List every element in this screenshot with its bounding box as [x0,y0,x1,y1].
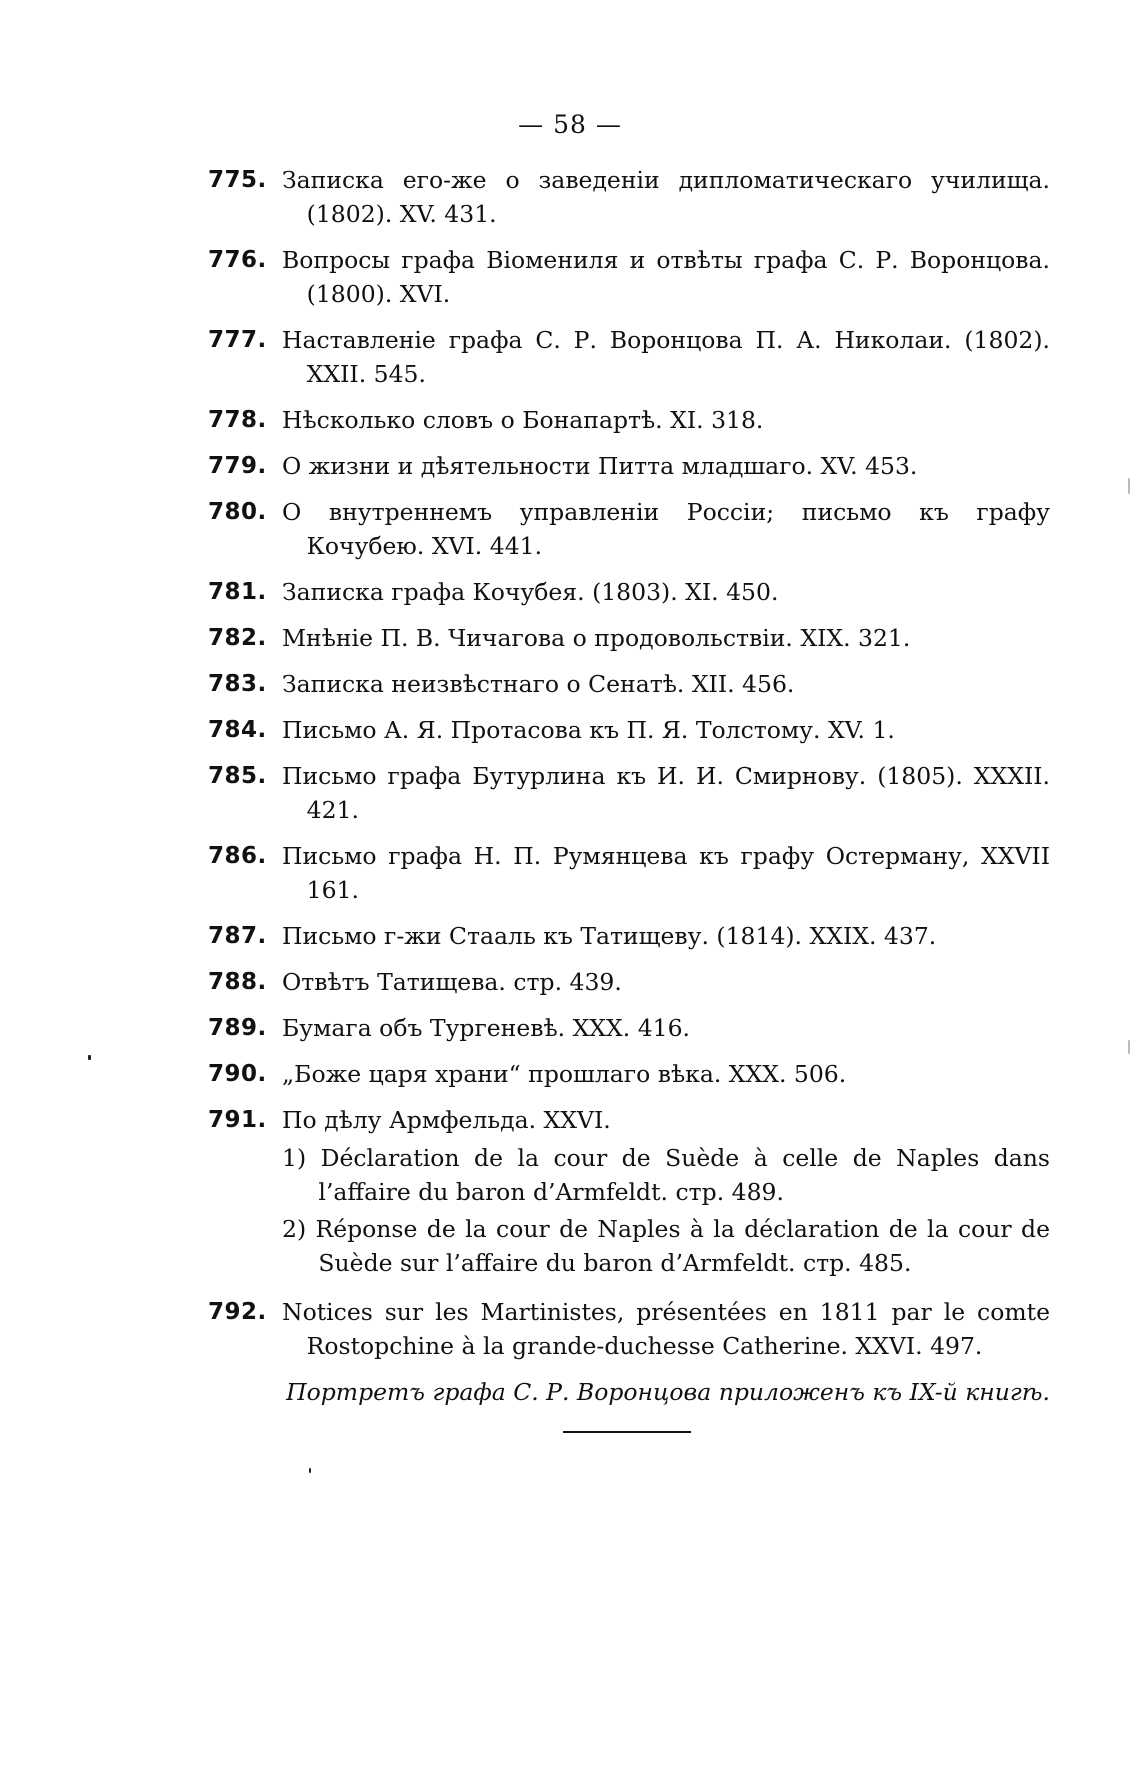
entry-text: Записка его-же о заведеніи дипломатическаго училища. (1802). XV. 431. [282,166,1050,228]
catalog-entry [208,449,1050,483]
entry-number: 784. [208,717,267,743]
entry-text: Наставленіе графа С. Р. Воронцова П. А. Николаи. (1802). XXII. 545. [282,326,1050,388]
catalog-entry [208,575,1050,609]
entry-number: 777. [208,327,267,353]
entry-text: „Боже царя храни“ прошлаго вѣка. XXX. 506. [282,1060,847,1088]
end-rule [563,1431,691,1433]
catalog-entry [208,839,1050,907]
entry-text: Письмо А. Я. Протасова къ П. Я. Толстому. XV. 1. [282,716,895,744]
entry-number: 785. [208,763,267,789]
catalog-entry [208,1057,1050,1091]
entry-number: 791. [208,1107,267,1133]
entry-subitem: 2) Réponse de la cour de Naples à la déclaration de la cour de Suède sur l’affaire du baron d’Armfeldt. стр. 485. [282,1215,1050,1277]
catalog-entry [208,1103,1050,1283]
ink-speck [1128,478,1130,494]
entry-number: 783. [208,671,267,697]
entry-text: Отвѣтъ Татищева. стр. 439. [282,968,622,996]
catalog-entry [208,323,1050,391]
catalog-entry [208,403,1050,437]
entry-text: Письмо графа Бутурлина къ И. И. Смирнову. (1805). XXXII. 421. [282,762,1050,824]
entry-number: 778. [208,407,267,433]
entry-number: 792. [208,1299,267,1325]
entry-text: Письмо г-жи Стааль къ Татищеву. (1814). XXIX. 437. [282,922,937,950]
entry-number: 775. [208,167,267,193]
entry-number: 780. [208,499,267,525]
entry-text: Записка неизвѣстнаго о Сенатѣ. XII. 456. [282,670,795,698]
entry-text: О внутреннемъ управленіи Россіи; письмо къ графу Кочубею. XVI. 441. [282,498,1050,560]
catalog-entries [208,163,1050,1409]
ink-speck [309,1468,311,1473]
entry-text: По дѣлу Армфельда. XXVI. [282,1106,611,1134]
entry-text: Вопросы графа Віомениля и отвѣты графа С. Р. Воронцова. (1800). XVI. [282,246,1050,308]
portrait-footnote: Портретъ графа С. Р. Воронцова приложенъ къ IX-й книгѣ. [286,1378,1050,1406]
entry-subitem: 1) Déclaration de la cour de Suède à celle de Naples dans l’affaire du baron d’Armfeldt. стр. 489. [282,1144,1050,1206]
entry-text: Письмо графа Н. П. Румянцева къ графу Остерману, XXVII 161. [282,842,1050,904]
catalog-entry [208,621,1050,655]
catalog-entry [208,713,1050,747]
catalog-entry [208,759,1050,827]
entry-subitems [282,1141,1050,1280]
catalog-entry [208,1011,1050,1045]
entry-text: Записка графа Кочубея. (1803). XI. 450. [282,578,779,606]
catalog-entry [208,495,1050,563]
catalog-entry [208,243,1050,311]
entry-number: 779. [208,453,267,479]
ink-speck [88,1055,91,1060]
entry-text: Notices sur les Martinistes, présentées en 1811 par le comte Rostopchine à la grande-duchesse Catherine. XXVI. 497. [282,1298,1050,1360]
entry-number: 788. [208,969,267,995]
entry-text: Мнѣніе П. В. Чичагова о продовольствіи. XIX. 321. [282,624,911,652]
entry-number: 786. [208,843,267,869]
entry-number: 782. [208,625,267,651]
ink-speck [1128,1040,1130,1054]
entry-text: Нѣсколько словъ о Бонапартѣ. XI. 318. [282,406,764,434]
entry-number: 776. [208,247,267,273]
entry-number: 787. [208,923,267,949]
entry-number: 790. [208,1061,267,1087]
page-number: — 58 — [518,110,622,139]
catalog-entry [208,1295,1050,1363]
entry-text: Бумага объ Тургеневѣ. XXX. 416. [282,1014,691,1042]
entry-number: 789. [208,1015,267,1041]
entry-number: 781. [208,579,267,605]
catalog-entry [208,667,1050,701]
catalog-entry [208,919,1050,953]
entry-text: О жизни и дѣятельности Питта младшаго. XV. 453. [282,452,918,480]
catalog-entry [208,965,1050,999]
catalog-entry [208,163,1050,231]
